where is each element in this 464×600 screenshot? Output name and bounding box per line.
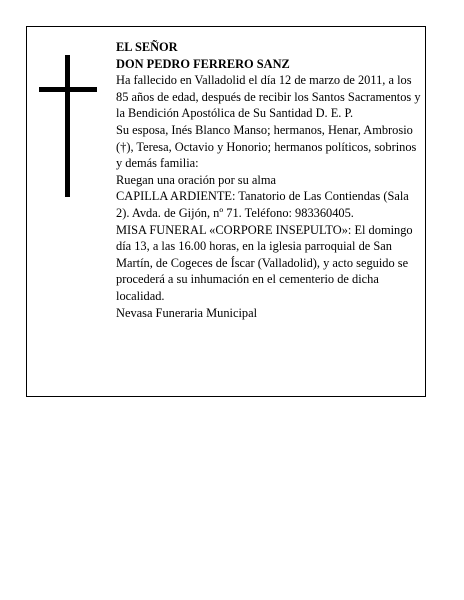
cross-horizontal-bar [39, 87, 97, 92]
obituary-notice [26, 26, 426, 397]
deceased-name: DON PEDRO FERRERO SANZ [116, 56, 290, 71]
funeral-mass-info: MISA FUNERAL «CORPORE INSEPULTO»: El domingo día 13, a las 16.00 horas, en la iglesia parroquial de San Martín, de Cogeces de Íscar (Valladolid), y acto seguido se procederá a su inhumación en el cementerio de dicha localidad. [116, 222, 413, 303]
prayer-request: Ruegan una oración por su alma [116, 172, 276, 187]
latin-cross-icon [39, 55, 97, 197]
cross-vertical-bar [65, 55, 70, 197]
funeral-home: Nevasa Funeraria Municipal [116, 305, 258, 320]
heading-line-1: EL SEÑOR [116, 40, 178, 54]
death-announcement: Ha fallecido en Valladolid el día 12 de marzo de 2011, a los 85 años de edad, después de recibir los Santos Sacramentos y la Bendición Apostólica de Su Santidad D. E. P. [116, 73, 421, 121]
chapel-info: CAPILLA ARDIENTE: Tanatorio de Las Contiendas (Sala 2). Avda. de Gijón, nº 71. Teléfono: 983360405. [116, 189, 409, 220]
family-members: Su esposa, Inés Blanco Manso; hermanos, Henar, Ambrosio (†), Teresa, Octavio y Honorio; hermanos políticos, sobrinos y demás familia: [116, 122, 417, 171]
obituary-text [116, 39, 422, 321]
